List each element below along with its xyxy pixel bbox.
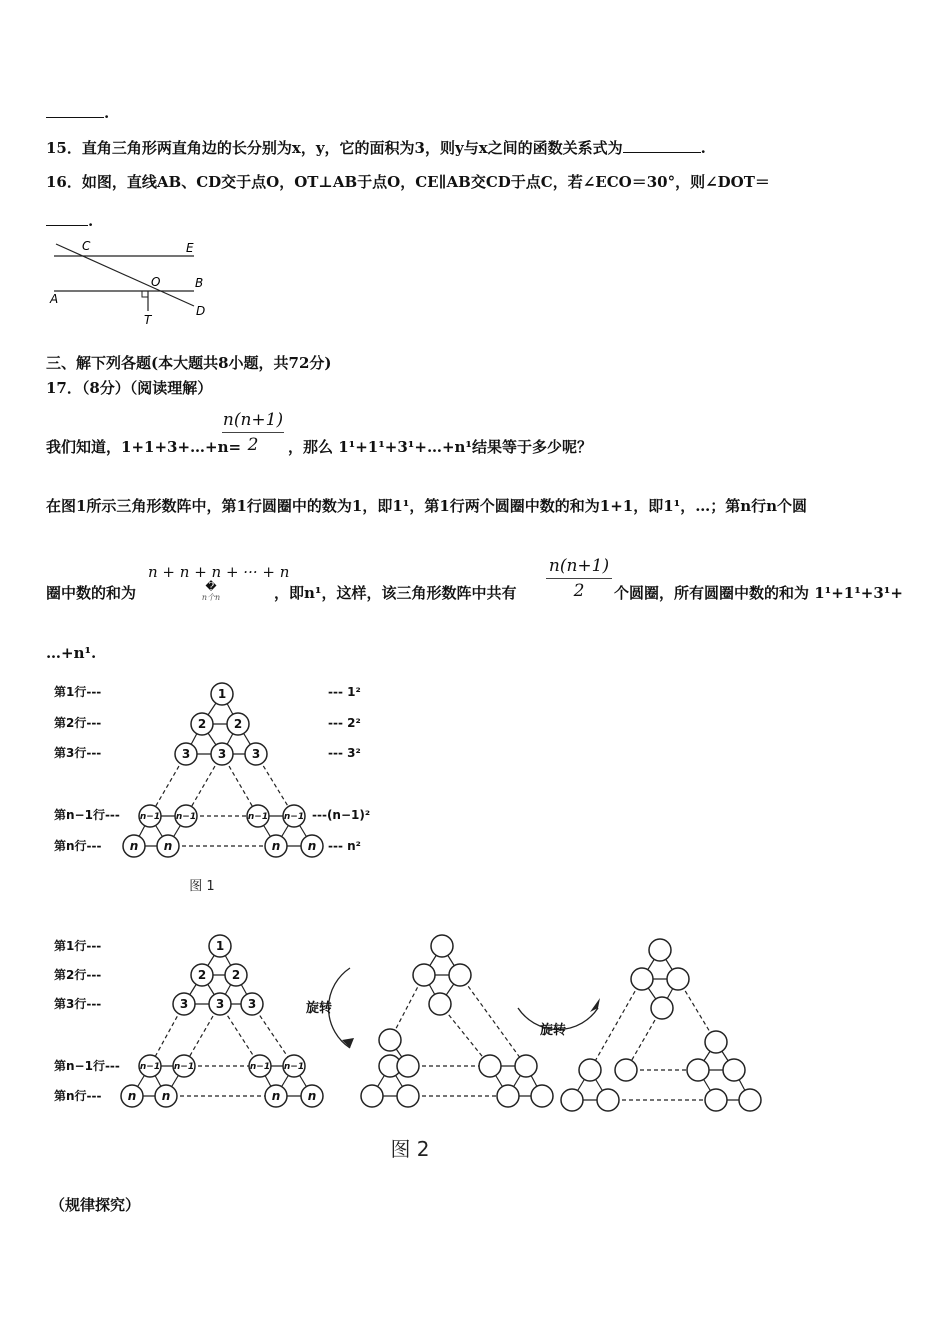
svg-text:n: n (127, 1089, 137, 1103)
q17-fraction-1 (222, 410, 284, 455)
svg-text:3: 3 (179, 997, 189, 1011)
svg-text:n: n (161, 1089, 171, 1103)
fig1-row-label-3: 第3行--- (54, 746, 102, 760)
svg-text:n−1: n−1 (283, 1062, 305, 1072)
fig2-row-label-n: 第n行--- (54, 1089, 102, 1103)
line-cd (56, 244, 194, 306)
svg-text:2: 2 (197, 968, 207, 982)
figure-2 (50, 928, 780, 1168)
right-angle-mark (142, 291, 148, 297)
rotate-label-2: 旋转 (540, 1023, 567, 1038)
label-o: O (151, 275, 161, 289)
fig1-right-label-n: --- n² (328, 839, 361, 853)
label-b: B (195, 276, 204, 290)
label-c: C (82, 239, 91, 253)
svg-text:n−1: n−1 (139, 1062, 161, 1072)
q17-header: 17．（8分）（阅读理解） (46, 379, 213, 397)
q17-para2-c: 个圆圈，所有圆圈中数的和为 1¹+1¹+3¹+ (614, 584, 903, 602)
q15-text: 15．直角三角形两直角边的长分别为x，y，它的面积为3，则y与x之间的函数关系式为 . (46, 139, 706, 157)
svg-text:3: 3 (217, 747, 227, 761)
q16-text: 16．如图，直线AB、CD交于点O，OT⊥AB于点O，CE∥AB交CD于点C，若∠ECO＝30°，则∠DOT＝ (46, 173, 770, 191)
label-d: D (196, 304, 206, 318)
label-e: E (186, 241, 194, 255)
svg-text:n: n (307, 1089, 317, 1103)
fig2-caption: 图 2 (390, 1137, 430, 1161)
fig1-caption: 图 1 (189, 879, 215, 894)
q16-figure (44, 236, 224, 328)
svg-text:3: 3 (247, 997, 257, 1011)
fraction-denominator-2: 2 (573, 581, 585, 601)
q17-line1-a: 我们知道，1+1+3+…+n= (46, 438, 242, 456)
q17-para1: 在图1所示三角形数阵中，第1行圆圈中的数为1，即1¹，第1行两个圆圈中数的和为1+1，即1¹，…；第n行n个圆 (46, 497, 808, 515)
q16-answer-line: . (46, 211, 93, 230)
fig1-row-label-1: 第1行--- (54, 685, 102, 699)
svg-text:2: 2 (231, 968, 241, 982)
svg-text:n−1: n−1 (173, 1062, 195, 1072)
svg-text:n: n (271, 839, 281, 853)
q17-para2-a: 圈中数的和为 (46, 584, 137, 602)
q17-line1-b: ，那么 1¹+1¹+3¹+…+n¹结果等于多少呢？ (288, 438, 592, 456)
svg-text:n−1: n−1 (247, 812, 269, 822)
fig1-row-label-2: 第2行--- (54, 716, 102, 730)
svg-text:2: 2 (233, 717, 243, 731)
svg-text:3: 3 (181, 747, 191, 761)
q17-tail-label: （规律探究） (50, 1196, 141, 1214)
svg-text:n: n (129, 839, 139, 853)
fig1-row-label-n: 第n行--- (54, 839, 102, 853)
fraction-denominator: 2 (247, 435, 259, 455)
svg-text:n−1: n−1 (249, 1062, 271, 1072)
svg-text:n−1: n−1 (283, 812, 305, 822)
svg-text:n−1: n−1 (175, 812, 197, 822)
q14-answer-line: . (46, 103, 109, 122)
svg-text:2: 2 (197, 717, 207, 731)
fig2-row-label-2: 第2行--- (54, 968, 102, 982)
fig1-right-label-2: --- 2² (328, 716, 361, 730)
section3-heading: 三、解下列各题(本大题共8小题，共72分) (46, 354, 332, 372)
svg-text:n: n (271, 1089, 281, 1103)
q17-para2-b: ，即n¹，这样，该三角形数阵中共有 (274, 584, 517, 602)
svg-text:n−1: n−1 (139, 812, 161, 822)
fig1-row-label-n1: 第n−1行--- (54, 808, 120, 822)
svg-text:1: 1 (217, 687, 227, 701)
fig1-right-label-1: --- 1² (328, 685, 361, 699)
fig1-right-label-3: --- 3² (328, 746, 361, 760)
svg-text:1: 1 (215, 939, 225, 953)
fig2-row-label-n1: 第n−1行--- (54, 1059, 120, 1073)
svg-text:3: 3 (215, 997, 225, 1011)
brace-top: n + n + n + ··· + n (148, 563, 290, 581)
fig2-row-label-3: 第3行--- (54, 997, 102, 1011)
brace-expression (148, 563, 290, 603)
fraction-numerator: n(n+1) (222, 410, 284, 430)
figure-1 (50, 676, 390, 898)
svg-text:n: n (163, 839, 173, 853)
label-a: A (50, 292, 59, 306)
fig2-row-label-1: 第1行--- (54, 939, 102, 953)
label-t: T (144, 313, 152, 327)
svg-text:3: 3 (251, 747, 261, 761)
q15-blank[interactable] (623, 138, 701, 153)
q16-blank[interactable] (46, 211, 88, 226)
q14-blank[interactable] (46, 103, 104, 118)
q17-fraction-2 (546, 556, 612, 601)
fraction-numerator-2: n(n+1) (548, 556, 610, 576)
q17-para3: …+n¹. (46, 644, 97, 662)
fig1-right-label-n1: ---(n−1)² (312, 808, 371, 822)
svg-text:n: n (307, 839, 317, 853)
rotate-label-1: 旋转 (306, 1001, 333, 1016)
brace-mark: � (205, 580, 217, 593)
brace-label: n个n (201, 593, 221, 602)
